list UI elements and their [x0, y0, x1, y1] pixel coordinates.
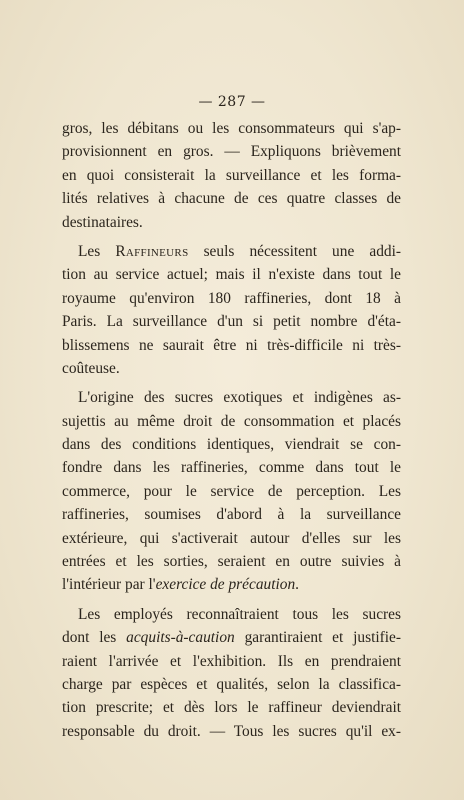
text-line: Paris. La surveillance d'un si petit nombre d'éta- [62, 313, 401, 331]
line-prefix: dont les [62, 629, 127, 647]
italic-term: acquits-à-caution [126, 629, 235, 647]
paragraph-2 [62, 240, 401, 380]
italic-term: exercice de précaution [155, 576, 296, 594]
text-line: Les employés reconnaîtraient tous les sucres [78, 605, 401, 623]
text-line: charge par espèces et qualités, selon la classifica- [62, 675, 401, 693]
body-text [62, 117, 401, 743]
page-number: — 287 — [198, 94, 266, 110]
raffineurs-term: Raffineurs [115, 242, 189, 260]
text-line: L'origine des sucres exotiques et indigènes as- [78, 389, 401, 407]
line-suffix: garantiraient et justifie- [234, 629, 402, 647]
text-line: sujettis au même droit de consommation et placés [62, 412, 401, 430]
paragraph-4 [62, 603, 401, 743]
text-line: tion au service actuel; mais il n'existe dans tout le [62, 266, 401, 284]
text-line: gros, les débitans ou les consommateurs qui s'ap- [62, 120, 401, 137]
text-line: dans des conditions identiques, viendrait se con- [62, 436, 401, 454]
text-line: responsable du droit. — Tous les sucres qu'il ex- [62, 722, 401, 740]
text-line: coûteuse. [62, 359, 120, 377]
text-line [62, 626, 401, 649]
text-line: raient l'arrivée et l'exhibition. Ils en prendraient [62, 652, 401, 670]
text-line: blissemens ne saurait être ni très-difficile ni très- [62, 336, 401, 354]
line-prefix: l'intérieur par l' [62, 576, 156, 594]
text-line: royaume qu'environ 180 raffineries, dont 18 à [62, 289, 401, 307]
line-suffix: seuls nécessitent une addi- [188, 242, 401, 260]
text-line: lités relatives à chacune de ces quatre classes de [62, 190, 401, 208]
text-line: raffineries, soumises d'abord à la surveillance [62, 506, 401, 524]
text-line [62, 240, 401, 263]
paragraph-1 [62, 117, 401, 234]
line-suffix: . [295, 576, 300, 594]
paragraph-3 [62, 386, 401, 597]
line-prefix: Les [78, 242, 116, 260]
text-line: tion prescrite; et dès lors le raffineur deviendrait [62, 699, 401, 717]
text-line: provisionnent en gros. — Expliquons brièvement [62, 143, 401, 161]
text-line: fondre dans les raffineries, comme dans tout le [62, 459, 401, 477]
text-line [62, 573, 401, 596]
text-line: destinataires. [62, 213, 143, 231]
text-line: commerce, pour le service de perception. Les [62, 482, 401, 500]
text-line: entrées et les sorties, seraient en outre suivies à [62, 553, 401, 571]
text-line: en quoi consisterait la surveillance et les forma- [62, 166, 401, 184]
text-line: extérieure, qui s'activerait autour d'elles sur les [62, 529, 401, 547]
